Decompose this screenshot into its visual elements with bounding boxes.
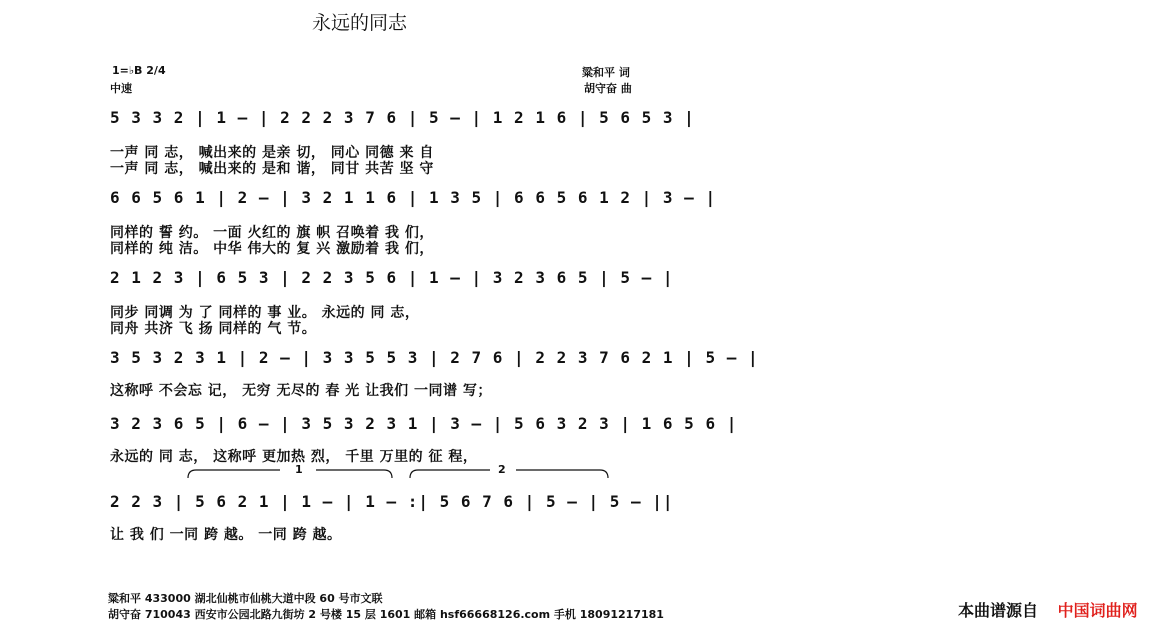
score-line-1-lyrics-verse-1: 一声 同 志， 喊出来的 是亲 切， 同心 同德 来 自 <box>110 145 434 161</box>
volta-2-label: 2 <box>498 463 506 476</box>
score-line-3-notes: 2 1 2 3 | 6 5 3 | 2 2 3 5 6 | 1 — | 3 2 3 6 5 | 5 — | <box>110 268 674 287</box>
lyricist-credit: 粱和平 词 <box>582 66 630 79</box>
source-credit <box>958 598 1138 621</box>
score-line-6-lyrics: 让 我 们 一同 跨 越。 一同 跨 越。 <box>110 527 342 543</box>
footer-contact-lyricist: 粱和平 433000 湖北仙桃市仙桃大道中段 60 号市文联 <box>108 592 383 605</box>
score-line-2-notes: 6 6 5 6 1 | 2 — | 3 2 1 1 6 | 1 3 5 | 6 6 5 6 1 2 | 3 — | <box>110 188 717 207</box>
score-line-4-notes: 3 5 3 2 3 1 | 2 — | 3 3 5 5 3 | 2 7 6 | 2 2 3 7 6 2 1 | 5 — | <box>110 348 759 367</box>
volta-1-bracket-right <box>316 470 392 478</box>
score-line-5-lyrics: 永远的 同 志， 这称呼 更加热 烈， 千里 万里的 征 程， <box>110 449 478 465</box>
score-line-3-lyrics-verse-2: 同舟 共济 飞 扬 同样的 气 节。 <box>110 321 317 337</box>
source-prefix: 本曲谱源自 <box>958 601 1039 620</box>
volta-1-label: 1 <box>295 463 303 476</box>
score-line-4-lyrics: 这称呼 不会忘 记， 无穷 无尽的 春 光 让我们 一同谱 写； <box>110 383 492 399</box>
score-line-2-lyrics-verse-2: 同样的 纯 洁。 中华 伟大的 复 兴 激励着 我 们， <box>110 241 434 257</box>
score-line-1-lyrics-verse-2: 一声 同 志， 喊出来的 是和 谐， 同甘 共苦 坚 守 <box>110 161 434 177</box>
page-title: 永远的同志 <box>312 12 408 34</box>
key-signature: 1=♭B 2/4 <box>112 64 166 77</box>
score-line-3-lyrics-verse-1: 同步 同调 为 了 同样的 事 业。 永远的 同 志， <box>110 305 420 321</box>
source-brand-link[interactable]: 中国词曲网 <box>1057 601 1138 620</box>
volta-2-bracket-left <box>410 470 490 478</box>
composer-credit: 胡守奋 曲 <box>584 82 632 95</box>
tempo-marking: 中速 <box>110 82 132 95</box>
score-line-5-notes: 3 2 3 6 5 | 6 — | 3 5 3 2 3 1 | 3 — | 5 6 3 2 3 | 1 6 5 6 | <box>110 414 738 433</box>
score-line-2-lyrics-verse-1: 同样的 誓 约。 一面 火红的 旗 帜 召唤着 我 们， <box>110 225 434 241</box>
score-line-1-notes: 5 3 3 2 | 1 — | 2 2 2 3 7 6 | 5 — | 1 2 1 6 | 5 6 5 3 | <box>110 108 695 127</box>
footer-contact-composer: 胡守奋 710043 西安市公园北路九街坊 2 号楼 15 层 1601 邮箱 hsf66668126.com 手机 18091217181 <box>108 608 664 621</box>
volta-2-bracket-right <box>516 470 608 478</box>
volta-1-bracket-left <box>188 470 280 478</box>
score-line-6-notes: 2 2 3 | 5 6 2 1 | 1 — | 1 — :| 5 6 7 6 | 5 — | 5 — || <box>110 492 674 511</box>
